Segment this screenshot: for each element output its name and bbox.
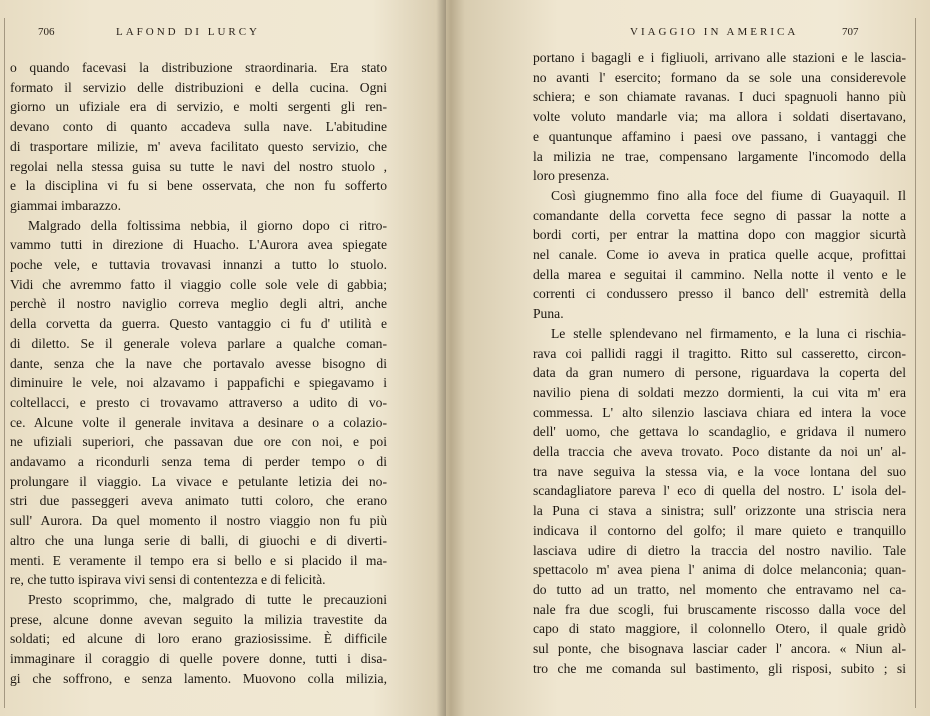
text-line: Puna. — [533, 306, 564, 322]
text-line: tro che me comanda sul bastimento, gli risposi, subito ; si — [533, 660, 906, 676]
text-line: loro presenza. — [533, 168, 610, 184]
text-line: schiera; e son chiamate ravanas. I duci spagnuoli hanno più — [533, 89, 906, 105]
text-line: do tutto ad un tratto, nel momento che entravamo nel ca- — [533, 581, 906, 597]
text-line: comandante della corvetta fece segno di passar la notte a — [533, 207, 906, 223]
text-line: prese, alcune donne avevan seguito la milizia travestite da — [10, 611, 387, 627]
text-line: o quando facevasi la distribuzione straordinaria. Era stato — [10, 60, 387, 75]
right-page-header — [630, 26, 920, 46]
text-line: della marea e seguitai il cammino. Nella notte il vento e le — [533, 266, 906, 282]
text-line: giorno un ufiziale era di servizio, e molti sergenti gli ren- — [10, 99, 387, 115]
running-head: LAFOND DI LURCY — [116, 26, 260, 38]
page-edge-rule — [4, 18, 5, 708]
text-line: gi che soffrono, e senza lamento. Muovono colla milizia, — [10, 670, 387, 686]
text-line: devano conto di quanto accadeva sulla nave. L'abitudine — [10, 119, 387, 135]
right-page-body — [533, 48, 906, 679]
text-line: giammai imbarazzo. — [10, 197, 121, 213]
text-line: nel canale. Come io aveva in pratica quelle acque, profittai — [533, 247, 906, 263]
left-page-header — [38, 26, 398, 46]
text-line: ne ufiziali superiori, che passavan due ore con noi, e poi — [10, 434, 387, 450]
page-number: 707 — [842, 26, 859, 38]
text-line: data da gran numero di persone, riguardava la coperta del — [533, 365, 906, 381]
text-line: navilio piena di soldati mezzo dormienti, la cui vita m' era — [533, 384, 906, 400]
right-page — [500, 0, 930, 716]
left-page-body — [10, 58, 387, 689]
text-line: andavamo a ricondurli senza tema di perder tempo o di — [10, 454, 387, 470]
text-line: bordi corti, per entrar la mattina dopo con maggior sicurtà — [533, 227, 906, 243]
left-page — [0, 0, 438, 716]
text-line: diminuire le vele, noi alzavamo i pappafichi e spiegavamo i — [10, 375, 387, 391]
text-line: vammo tutti in direzione di Huacho. L'Aurora avea spiegate — [10, 237, 387, 253]
text-line: dante, senza che la nave che portavalo avesse bisogno di — [10, 355, 387, 371]
text-line: di diletto. Se il generale voleva parlare a qualche coman- — [10, 335, 387, 351]
text-line: commessa. L' alto silenzio lasciava chiara ed intera la voce — [533, 404, 906, 420]
text-line: scandagliatore pareva l' eco di quella del nostro. L' isola del- — [533, 483, 906, 499]
text-line: formato il servizio delle distribuzioni e della cucina. Ogni — [10, 79, 387, 95]
text-line: poche vele, e tuttavia trovavasi innanzi a tutto lo stuolo. — [10, 257, 387, 273]
text-line: correnti ci condussero presso il banco dell' estremità della — [533, 286, 906, 302]
text-line: tra nave seguiva la stessa via, e la voce lontana del suo — [533, 463, 906, 479]
text-line: stri due passeggeri aveva animato tutti coloro, che erano — [10, 493, 387, 509]
text-line: della traccia che aveva trovato. Poco distante da noi un' al- — [533, 444, 906, 460]
text-line: Presto scoprimmo, che, malgrado di tutte le precauzioni — [28, 591, 387, 607]
text-line: dell' uomo, che gettava lo scandaglio, e gridava il numero — [533, 424, 906, 440]
text-line: altro che una lunga serie di balli, di giuochi e di diverti- — [10, 532, 387, 548]
text-line: Vidi che avremmo fatto il viaggio colle sole vele di gabbia; — [10, 276, 387, 292]
text-line: re, che tutto ispirava vivi sensi di contentezza e di felicità. — [10, 572, 326, 588]
text-line: di trasportare milizie, m' aveva facilitato questo servizio, che — [10, 138, 387, 154]
text-line: portano i bagagli e i figliuoli, arrivano alle stazioni e le lascia- — [533, 50, 906, 65]
text-line: nale fra due scogli, fui bruscamente riscosso dalla voce del — [533, 601, 906, 617]
text-line: menti. E veramente il tempo era si bello e si placido il ma- — [10, 552, 387, 568]
text-line: la Puna ci stava a sinistra; sull' orizzonte una striscia nera — [533, 503, 906, 519]
text-line: sul ponte, che bisognava lasciar cader l' ancora. « Niun al- — [533, 641, 906, 657]
text-line: e quantunque affamino i paesi ove passano, i vantaggi che — [533, 128, 906, 144]
text-line: ce. Alcune volte il generale invitava a desinare o a colazio- — [10, 414, 387, 430]
page-number: 706 — [38, 26, 55, 38]
text-line: lasciava udire di dietro la traccia del nostro navilio. Tale — [533, 542, 906, 558]
text-line: sull' Aurora. Da quel momento il nostro viaggio non fu più — [10, 513, 387, 529]
text-line: Malgrado della foltissima nebbia, il giorno dopo ci ritro- — [28, 217, 387, 233]
text-line: la milizia ne trae, compensano largamente l'incomodo della — [533, 148, 906, 164]
text-line: coltellacci, e presto ci trovavamo attraverso a udito di vo- — [10, 394, 387, 410]
text-line: spettacolo m' avea piena l' anima di dolce melanconia; quan- — [533, 562, 906, 578]
running-head: VIAGGIO IN AMERICA — [630, 26, 799, 38]
text-line: e la disciplina vi fu si bene osservata, che non fu sofferto — [10, 178, 387, 194]
text-line: indicava il contorno del golfo; il mare quieto e tranquillo — [533, 522, 906, 538]
page-edge-rule — [915, 18, 916, 708]
text-line: della corvetta da guerra. Questo vantaggio ci fu d' utilità e — [10, 316, 387, 332]
text-line: Le stelle splendevano nel firmamento, e la luna ci rischia- — [551, 325, 906, 341]
text-line: perchè il nostro naviglio correva meglio degli altri, anche — [10, 296, 387, 312]
text-line: volte voluto mandarle via; ma allora i soldati disertavano, — [533, 109, 906, 125]
text-line: no avanti l' esercito; formano da se sole una considerevole — [533, 69, 906, 85]
text-line: rava coi pallidi raggi il tragitto. Ritto sul casseretto, circon- — [533, 345, 906, 361]
text-line: immaginare il coraggio di quelle povere donne, tutti i disa- — [10, 651, 387, 667]
text-line: capo di stato maggiore, il colonnello Otero, il quale gridò — [533, 621, 906, 637]
text-line: regolai nella stessa guisa su tutte le navi del nostro stuolo , — [10, 158, 387, 174]
text-line: Così giugnemmo fino alla foce del fiume di Guayaquil. Il — [551, 187, 906, 203]
text-line: prolungare il viaggio. La vivace e petulante letizia dei no- — [10, 473, 387, 489]
text-line: soldati; ed alcune di loro erano graziosissime. È difficile — [10, 631, 387, 647]
